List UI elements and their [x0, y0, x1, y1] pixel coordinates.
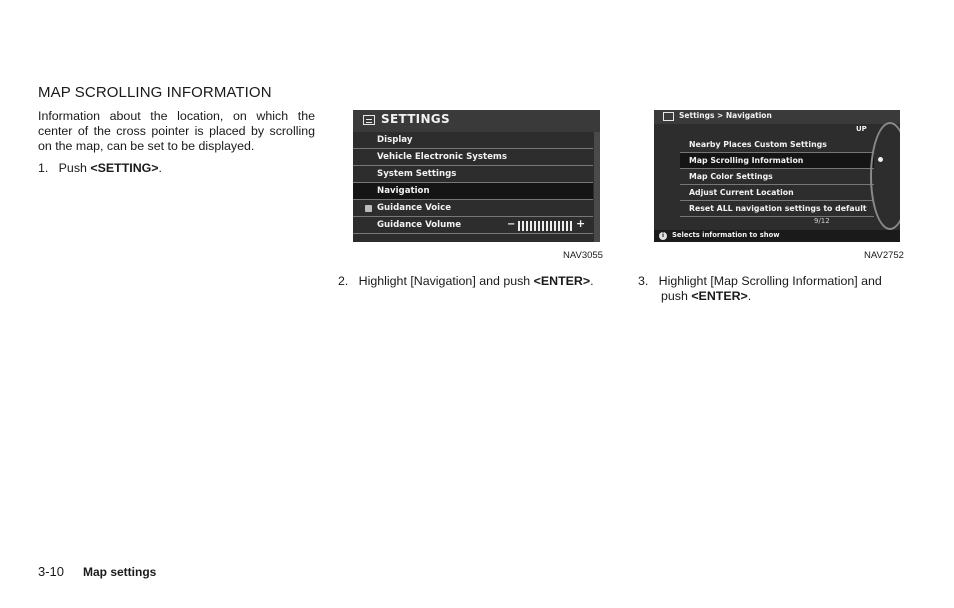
menu-item-label: Vehicle Electronic Systems	[377, 152, 507, 162]
menu-item-label: Guidance Voice	[377, 203, 452, 213]
page-indicator: 9/12	[814, 217, 830, 225]
volume-plus-icon[interactable]: +	[576, 217, 586, 230]
figure-caption: NAV3055	[563, 250, 603, 261]
settings-title-bar	[353, 110, 600, 132]
volume-level-bar[interactable]	[518, 221, 574, 231]
menu-item-map-color-settings[interactable]	[680, 169, 874, 185]
step-number: 1.	[38, 161, 49, 175]
step-text: Highlight [Map Scrolling Information] and	[658, 274, 882, 288]
menu-item-label: Display	[377, 135, 413, 145]
menu-item-label: Guidance Volume	[377, 220, 462, 230]
menu-item-guidance-volume[interactable]	[353, 217, 593, 234]
step-number: 3.	[638, 274, 649, 288]
menu-item-label: Navigation	[377, 186, 430, 196]
scroll-dial[interactable]	[870, 122, 900, 230]
navigation-settings-screen	[654, 110, 900, 242]
settings-menu-icon	[363, 115, 375, 125]
menu-item-vehicle-electronic-systems[interactable]	[353, 149, 593, 166]
menu-item-display[interactable]	[353, 132, 593, 149]
chapter-title: Map settings	[83, 565, 157, 579]
menu-item-reset-navigation[interactable]	[680, 201, 874, 217]
step-2	[338, 274, 594, 289]
menu-item-label: Nearby Places Custom Settings	[689, 140, 827, 149]
step-text: Push	[58, 161, 91, 175]
step-tail: .	[747, 289, 752, 303]
menu-item-guidance-voice[interactable]	[353, 200, 593, 217]
scrollbar[interactable]	[594, 132, 600, 242]
step-3	[638, 274, 916, 304]
step-1	[38, 161, 162, 176]
intro-paragraph: Information about the location, on which the center of the cross pointer is placed by scrolling on the map, can be set to be displayed.	[38, 109, 315, 153]
step-key: <ENTER>	[691, 289, 748, 303]
step-key: <ENTER>	[533, 274, 591, 288]
menu-item-map-scrolling-information[interactable]	[680, 153, 874, 169]
settings-screen	[353, 110, 600, 242]
menu-item-system-settings[interactable]	[353, 166, 593, 183]
checkbox-icon	[365, 205, 372, 212]
step-text: push	[661, 289, 692, 303]
step-key: <SETTING>	[90, 161, 159, 175]
menu-item-label: Map Color Settings	[689, 172, 773, 181]
position-dot-icon	[878, 157, 883, 162]
section-heading: MAP SCROLLING INFORMATION	[38, 84, 272, 101]
step-number: 2.	[338, 274, 349, 288]
menu-item-label: Reset ALL navigation settings to default	[689, 204, 867, 213]
step-tail: .	[158, 161, 162, 175]
figure-caption: NAV2752	[864, 250, 904, 261]
menu-item-label: Map Scrolling Information	[689, 156, 804, 165]
settings-menu-icon	[663, 112, 674, 121]
settings-title: SETTINGS	[381, 112, 450, 126]
menu-item-label: System Settings	[377, 169, 457, 179]
status-bar	[654, 230, 900, 242]
up-button[interactable]: UP	[856, 125, 867, 133]
breadcrumb: Settings > Navigation	[679, 111, 772, 120]
menu-item-navigation[interactable]	[353, 183, 593, 200]
navigation-title-bar	[654, 110, 900, 124]
step-text: Highlight [Navigation] and push	[358, 274, 534, 288]
menu-item-nearby-places[interactable]	[680, 137, 874, 153]
page-number: 3-10	[38, 564, 65, 579]
status-text: Selects information to show	[672, 231, 780, 239]
step-tail: .	[590, 274, 594, 288]
volume-minus-icon[interactable]: −	[507, 219, 516, 230]
info-icon: i	[659, 232, 667, 240]
menu-item-adjust-current-location[interactable]	[680, 185, 874, 201]
menu-item-label: Adjust Current Location	[689, 188, 794, 197]
step-text-continued	[638, 289, 916, 304]
